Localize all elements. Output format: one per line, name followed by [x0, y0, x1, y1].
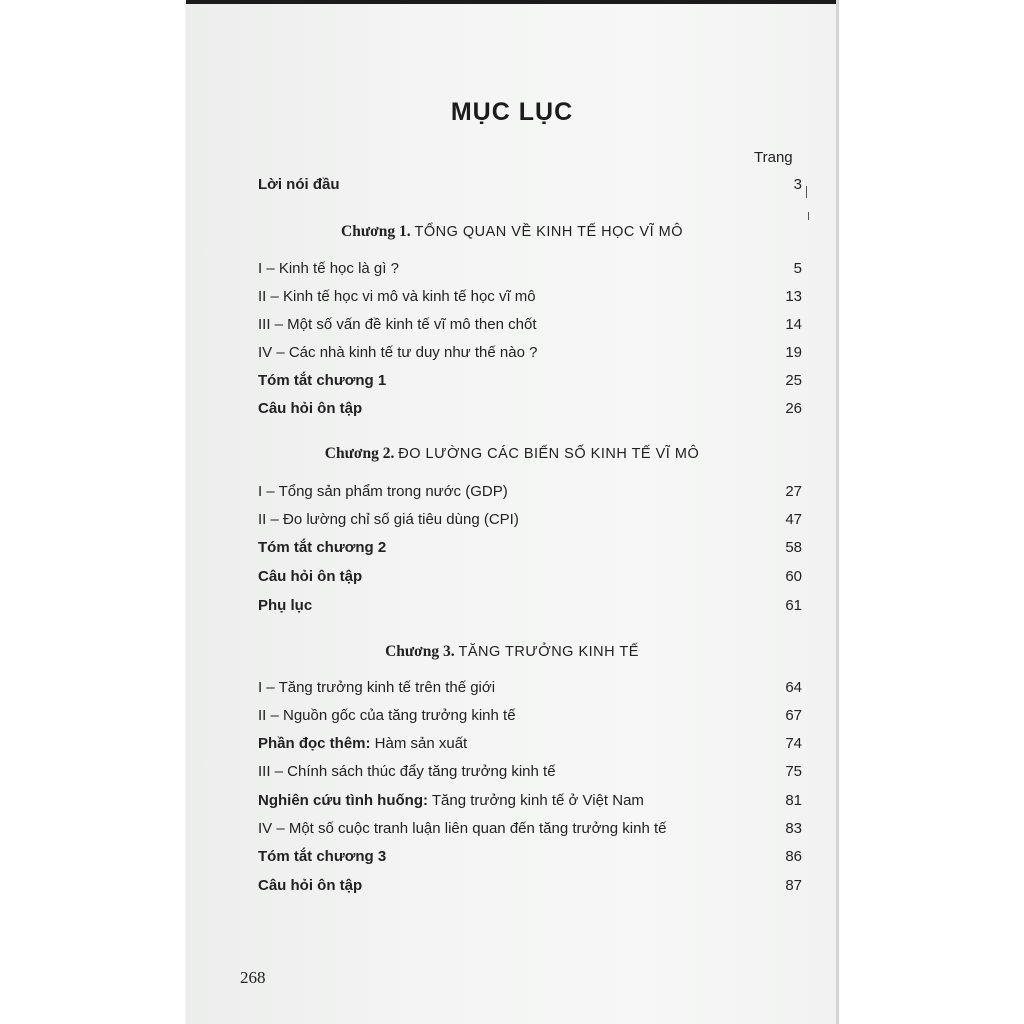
toc-entry-page: 86 [785, 848, 802, 865]
toc-entry-label: II – Kinh tế học vi mô và kinh tế học vĩ mô [258, 288, 536, 305]
page-top-edge [186, 0, 838, 4]
chapter-heading [186, 643, 838, 661]
page-title: MỤC LỤC [450, 98, 574, 126]
chapter-heading [186, 445, 838, 463]
toc-entry-page: 67 [785, 707, 802, 724]
toc-entry-page: 75 [785, 763, 802, 780]
toc-entry-page: 83 [785, 820, 802, 837]
toc-entry-lead: Phần đọc thêm: [258, 735, 371, 752]
toc-entry [258, 705, 802, 727]
toc-entry-summary [258, 846, 802, 868]
toc-entry-page: 74 [785, 735, 802, 752]
chapter-name: ĐO LƯỜNG CÁC BIẾN SỐ KINH TẾ VĨ MÔ [398, 446, 700, 462]
toc-entry-label: I – Tăng trưởng kinh tế trên thế giới [258, 679, 496, 696]
toc-entry [258, 481, 802, 503]
toc-entry-label: Tóm tắt chương 3 [258, 848, 387, 865]
toc-entry-label: II – Nguồn gốc của tăng trưởng kinh tế [258, 707, 516, 724]
toc-entry-case-study [258, 790, 802, 812]
chapter-prefix: Chương 1. [341, 223, 411, 240]
toc-entry-label: Câu hỏi ôn tập [258, 568, 363, 585]
toc-entry [258, 761, 802, 783]
toc-entry-label: I – Kinh tế học là gì ? [258, 260, 399, 277]
toc-entry [258, 258, 802, 280]
toc-entry [258, 314, 802, 336]
margin-mark [806, 186, 807, 198]
toc-entry-page: 61 [785, 597, 802, 614]
toc-entry-label: Tóm tắt chương 1 [258, 372, 387, 389]
toc-entry-label [258, 790, 644, 812]
toc-entry [258, 286, 802, 308]
toc-entry-review [258, 875, 802, 897]
toc-entry-page: 5 [793, 260, 802, 277]
toc-entry-page: 25 [785, 372, 802, 389]
chapter-heading [186, 223, 838, 241]
chapter-name: TĂNG TRƯỞNG KINH TẾ [458, 644, 639, 660]
toc-entry [258, 818, 802, 840]
toc-entry-label: II – Đo lường chỉ số giá tiêu dùng (CPI) [258, 511, 519, 528]
toc-entry-page: 64 [785, 679, 802, 696]
toc-entry [258, 677, 802, 699]
toc-entry-label: Câu hỏi ôn tập [258, 877, 363, 894]
toc-entry-label: III – Một số vấn đề kinh tế vĩ mô then chốt [258, 316, 537, 333]
toc-entry-page: 60 [785, 568, 802, 585]
toc-entry-page: 14 [785, 316, 802, 333]
toc-entry-page: 87 [785, 877, 802, 894]
toc-entry-further-reading [258, 733, 802, 755]
page-right-edge [836, 0, 839, 1024]
toc-entry-page: 81 [785, 792, 802, 809]
toc-entry-label: IV – Một số cuộc tranh luận liên quan đến tăng trưởng kinh tế [258, 820, 667, 837]
page-column-header: Trang [754, 149, 793, 166]
toc-entry-text: Hàm sản xuất [370, 735, 468, 752]
toc-entry-page: 3 [793, 176, 802, 193]
toc-entry-label [258, 733, 467, 755]
toc-entry-label: IV – Các nhà kinh tế tư duy như thế nào ? [258, 344, 538, 361]
toc-entry-appendix [258, 595, 802, 617]
toc-entry [258, 342, 802, 364]
toc-entry-page: 27 [785, 483, 802, 500]
toc-entry-page: 26 [785, 400, 802, 417]
toc-entry-page: 58 [785, 539, 802, 556]
toc-entry-summary [258, 537, 802, 559]
toc-entry-label: Tóm tắt chương 2 [258, 539, 387, 556]
toc-entry-preface [258, 174, 802, 196]
chapter-prefix: Chương 2. [324, 445, 395, 462]
toc-entry-text: Tăng trưởng kinh tế ở Việt Nam [428, 792, 644, 809]
toc-entry-summary [258, 370, 802, 392]
toc-entry-label: Lời nói đầu [258, 176, 340, 193]
toc-entry-page: 19 [785, 344, 802, 361]
toc-entry [258, 509, 802, 531]
chapter-prefix: Chương 3. [385, 643, 455, 660]
toc-entry-lead: Nghiên cứu tình huống: [258, 792, 428, 809]
page-number: 268 [240, 968, 266, 987]
margin-mark [808, 212, 809, 220]
chapter-name: TỔNG QUAN VỀ KINH TẾ HỌC VĨ MÔ [414, 224, 683, 240]
toc-entry-label: Câu hỏi ôn tập [258, 400, 363, 417]
toc-entry-label: III – Chính sách thúc đẩy tăng trưởng kinh tế [258, 763, 556, 780]
toc-entry-label: Phụ lục [258, 597, 313, 614]
toc-entry-page: 47 [785, 511, 802, 528]
toc-entry-page: 13 [785, 288, 802, 305]
toc-entry-label: I – Tổng sản phẩm trong nước (GDP) [258, 483, 508, 500]
toc-entry-review [258, 398, 802, 420]
toc-entry-review [258, 566, 802, 588]
